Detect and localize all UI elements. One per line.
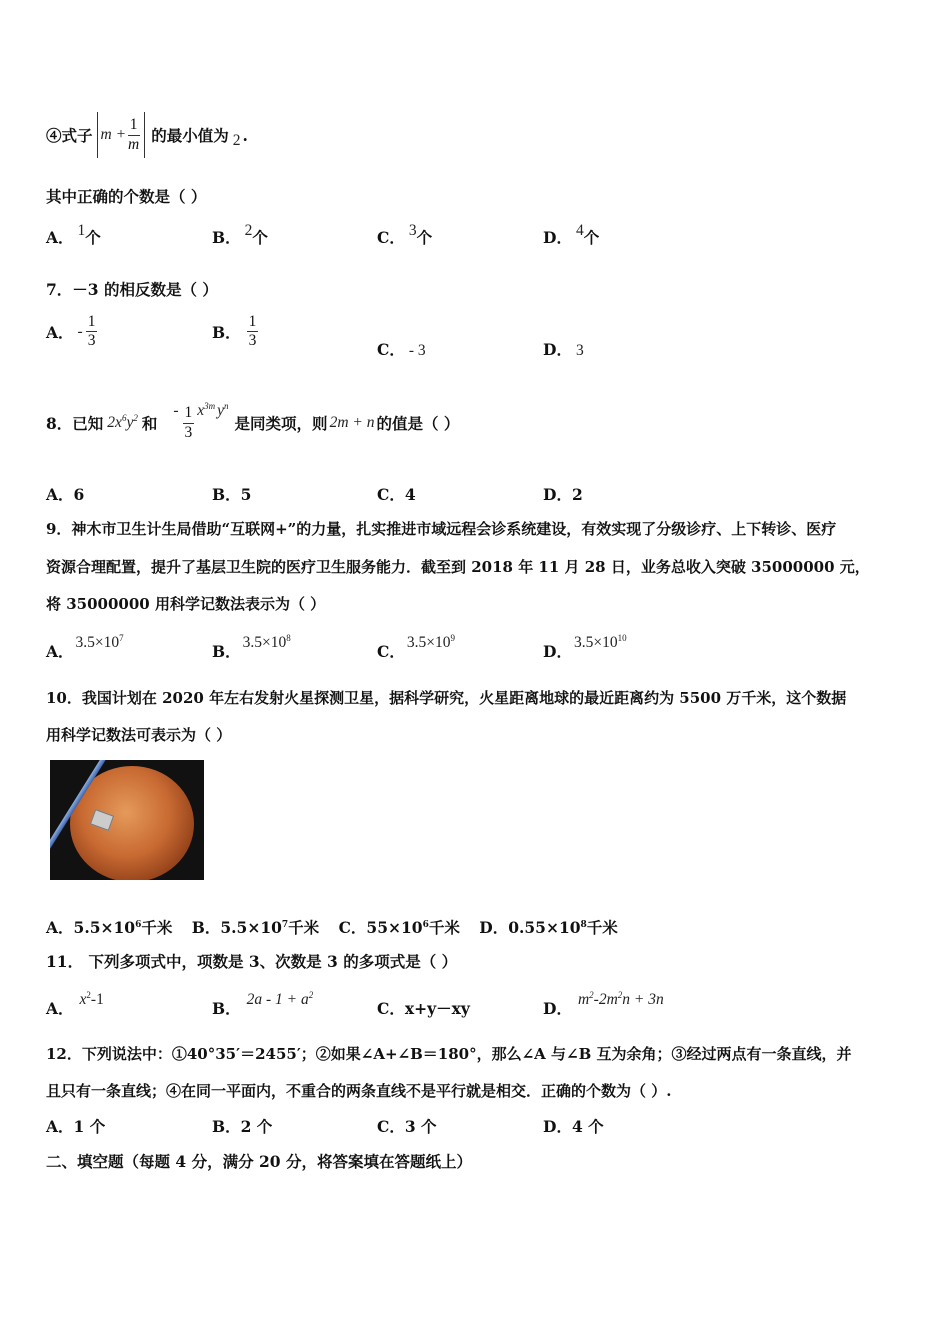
absolute-value-expression: m + $\frac{1}{m}$ xyxy=(97,112,146,158)
question-9-line-2: 资源合理配置，提升了基层卫生院的医疗卫生服务能力．截至到 2018 年 11 月 28 日，业务总收入突破 35000000 元， xyxy=(46,558,870,576)
question-6-stem: 其中正确的个数是（ ） xyxy=(46,187,207,206)
question-12-line-2: 且只有一条直线；④在同一平面内，不重合的两条直线不是平行就是相交．正确的个数为（ ）. xyxy=(46,1082,672,1100)
question-8-stem: 8．已知 $2x^6y^2$ 和 - $\frac{1}{3}$ $x^{3m}$ $y^n$ 是同类项，则 2m + n 的值是（ ） xyxy=(46,400,460,441)
q12-option-c[interactable]: C．3 个 xyxy=(377,1117,437,1136)
fraction: $\frac{1}{3}$ xyxy=(248,313,257,350)
term-2: $x^{3m}$ $y^n$ xyxy=(197,400,229,419)
q9-option-a[interactable]: A． $3.5\times 10^7$ xyxy=(46,632,124,661)
option-a[interactable]: A． 1个 xyxy=(46,222,101,247)
q12-option-d[interactable]: D．4 个 xyxy=(543,1117,604,1136)
q8-option-c[interactable]: C．4 xyxy=(377,485,416,504)
question-9-line-1: 9．神木市卫生计生局借助“互联网+”的力量，扎实推进市域远程会诊系统建设，有效实现了分级诊疗、上下转诊、医疗 xyxy=(46,520,837,538)
question-10-line-1: 10．我国计划在 2020 年左右发射火星探测卫星，据科学研究，火星距离地球的最近距离约为 5500 万千米，这个数据 xyxy=(46,689,847,707)
q11-option-c[interactable]: C．x+y－xy xyxy=(377,999,470,1018)
q10-option-d[interactable]: D．$0.55\times 10^8$千米 xyxy=(479,918,618,937)
q10-option-b[interactable]: B．$5.5\times 10^7$千米 xyxy=(191,918,320,937)
fraction: $\frac{1}{3}$ xyxy=(184,404,193,441)
q11-option-d[interactable]: D． $m^2-2m^2n + 3n$ xyxy=(543,989,664,1018)
question-11-stem: 11． 下列多项式中，项数是 3、次数是 3 的多项式是（ ） xyxy=(46,952,458,971)
q12-option-a[interactable]: A．1 个 xyxy=(46,1117,106,1136)
q10-options xyxy=(46,916,618,938)
q8-option-a[interactable]: A．6 xyxy=(46,485,85,504)
section-2-title: 二、填空题（每题 4 分，满分 20 分，将答案填在答题纸上） xyxy=(46,1152,472,1171)
q9-option-d[interactable]: D． $3.5\times 10^{10}$ xyxy=(543,632,627,661)
q9-option-b[interactable]: B． $3.5\times 10^8$ xyxy=(212,632,291,661)
q7-option-a[interactable]: A． - $\frac{1}{3}$ xyxy=(46,313,96,350)
option-b[interactable]: B． 2个 xyxy=(212,222,268,247)
option-c[interactable]: C． 3个 xyxy=(377,222,433,247)
fraction: $\frac{1}{3}$ xyxy=(87,313,96,350)
term-1: $2x^6y^2$ xyxy=(107,412,138,431)
q8-option-d[interactable]: D．2 xyxy=(543,485,583,504)
statement-4: ④式子 m + $\frac{1}{m}$ 的最小值为 2 . xyxy=(46,110,248,160)
question-10-line-2: 用科学记数法可表示为（ ） xyxy=(46,726,232,744)
q7-option-c[interactable]: C． - 3 xyxy=(377,340,426,359)
question-12-line-1: 12．下列说法中：①40°35′＝2455′；②如果∠A+∠B＝180°，那么∠A 与∠B 互为余角；③经过两点有一条直线，并 xyxy=(46,1045,852,1063)
q7-option-d[interactable]: D． 3 xyxy=(543,340,584,359)
q11-option-a[interactable]: A． $x^2-1$ xyxy=(46,989,104,1018)
mars-probe-image xyxy=(50,760,204,880)
q12-option-b[interactable]: B．2 个 xyxy=(212,1117,273,1136)
q7-option-b[interactable]: B． $\frac{1}{3}$ xyxy=(212,313,257,350)
fraction: $\frac{1}{m}$ xyxy=(128,116,140,153)
q9-option-c[interactable]: C． $3.5\times 10^9$ xyxy=(377,632,455,661)
q10-option-a[interactable]: A．$5.5\times 10^6$千米 xyxy=(46,918,173,937)
option-d[interactable]: D． 4个 xyxy=(543,222,600,247)
q10-option-c[interactable]: C．$55\times 10^6$千米 xyxy=(338,918,460,937)
q11-option-b[interactable]: B． $2a - 1 + a^2$ xyxy=(212,989,314,1018)
question-7-stem: 7．－3 的相反数是（ ） xyxy=(46,280,218,299)
question-9-line-3: 将 35000000 用科学记数法表示为（ ） xyxy=(46,595,326,613)
q8-option-b[interactable]: B．5 xyxy=(212,485,252,504)
